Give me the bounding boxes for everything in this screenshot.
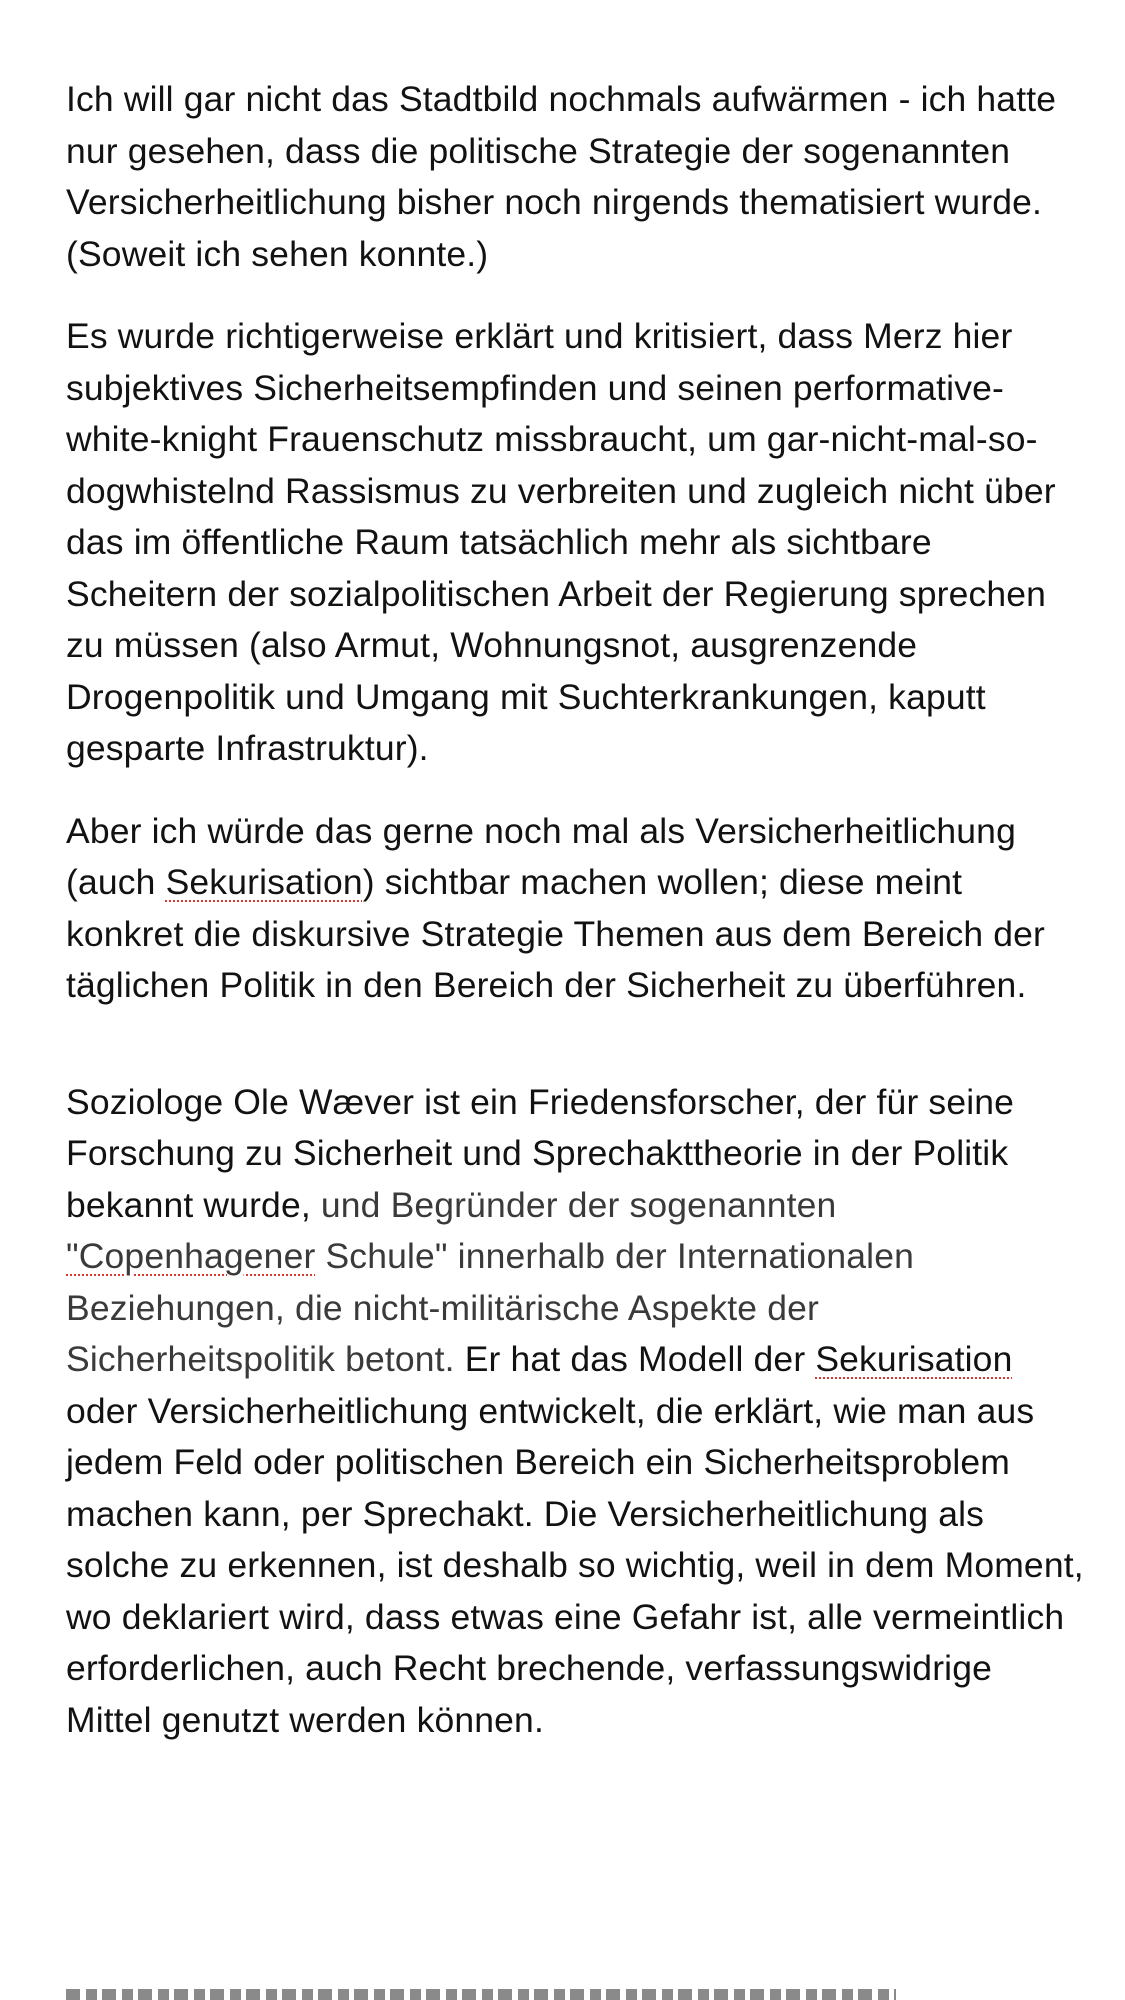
paragraph-4-text-e: Er hat das Modell der bbox=[454, 1339, 816, 1379]
paragraph-3-text-c: ) sichtbar machen wollen; diese meint konkret die diskursive Strategie Themen aus dem Bereich der täglichen Politik in den Bereich der Sicherheit zu überführen. bbox=[66, 862, 1046, 1005]
paragraph-1: Ich will gar nicht das Stadtbild nochmals aufwärmen - ich hatte nur gesehen, dass die politische Strategie der sogenannten Versicherheitlichung bisher noch nirgends thematisiert wurde. (Soweit ich sehen konnte.) bbox=[66, 79, 1057, 274]
paragraph-4 bbox=[66, 1077, 1086, 1747]
paragraph-4-text-a: Soziologe Ole Wæver ist ein Friedensforscher, der für seine Forschung zu Sicherheit und Sprechakttheorie in der Politik bekannt wurde, bbox=[66, 1081, 1015, 1225]
paragraph-4-text-g: oder Versicherheitlichung entwickelt, die erklärt, wie man aus jedem Feld oder politischen Bereich ein Sicherheitsproblem machen kann, per Sprechakt. Die Versicherheitlichung als solche zu erkennen, ist deshalb so wichtig, weil in dem Moment, wo deklariert wird, dass etwas eine Gefahr ist, alle vermeintlich erforderlichen, auch Recht brechende, verfassungswidrige Mittel genutzt werden können. bbox=[66, 1390, 1084, 1740]
spellcheck-word-sekurisation-2[interactable]: Sekurisation bbox=[815, 1339, 1013, 1379]
spellcheck-word-sekurisation[interactable]: Sekurisation bbox=[165, 862, 363, 902]
cutoff-text-fragment bbox=[66, 1989, 896, 2000]
cutoff-text-line bbox=[66, 1984, 896, 2000]
paragraph-3 bbox=[66, 806, 1086, 1012]
paragraph-4-quoted-text-b: und Begründer der sogenannten bbox=[310, 1184, 837, 1225]
document-body bbox=[66, 74, 1086, 1746]
paragraph-2: Es wurde richtigerweise erklärt und kritisiert, dass Merz hier subjektives Sicherheitsempfinden und seinen performative-white-knight Frauenschutz missbraucht, um gar-nicht-mal-so-dogwhistelnd Rassismus zu verbreiten und zugleich nicht über das im öffentliche Raum tatsächlich mehr als sichtbare Scheitern der sozialpolitischen Arbeit der Regierung sprechen zu müssen (also Armut, Wohnungsnot, ausgrenzende Drogenpolitik und Umgang mit Suchterkrankungen, kaputt gesparte Infrastruktur). bbox=[66, 316, 1056, 768]
paragraph-4-quoted-text-d: Schule" innerhalb der Internationalen Beziehungen, die nicht-militärische Aspekte der Sicherheitspolitik betont. bbox=[66, 1236, 914, 1379]
spellcheck-word-copenhagener[interactable]: "Copenhagener bbox=[66, 1236, 316, 1276]
paragraph-3-text-a: Aber ich würde das gerne noch mal als Versicherheitlichung (auch bbox=[66, 810, 1016, 902]
